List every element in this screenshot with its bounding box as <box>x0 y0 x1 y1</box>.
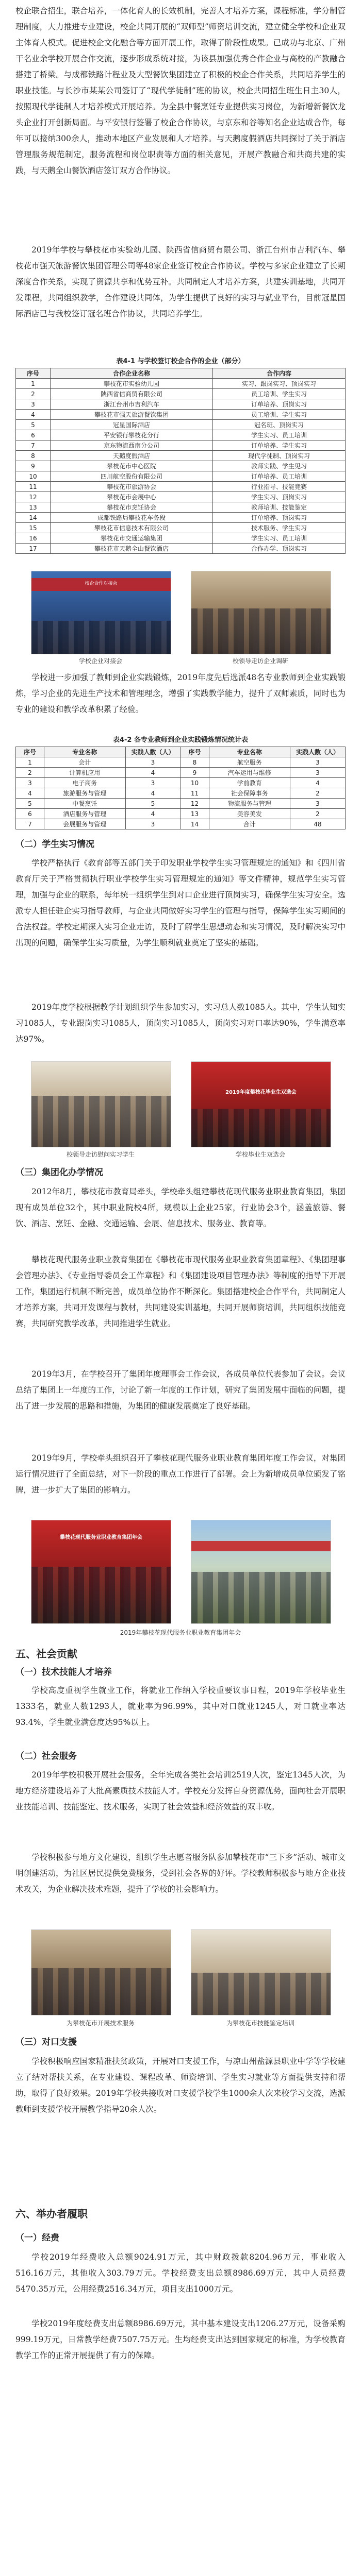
table-cell: 订单培养、学生实习 <box>213 440 346 451</box>
table-cell: 攀枝花市烹饪协会 <box>51 502 213 513</box>
section-heading: 五、社会贡献 <box>15 1648 77 1660</box>
paragraph-block <box>15 3 346 179</box>
table-row <box>16 399 346 410</box>
table-cell: 4 <box>125 768 180 778</box>
table-cell: 3 <box>125 819 180 829</box>
table-cell: 计算机应用 <box>44 768 126 778</box>
table-row <box>16 513 346 523</box>
table-cell: 航空服务 <box>209 757 290 768</box>
section-heading-block <box>15 837 346 852</box>
table-cell: 攀枝花市信息技术有限公司 <box>51 523 213 533</box>
table-cell: 攀枝花市强天旅游餐饮集团 <box>51 410 213 420</box>
photo-caption: 为攀枝花市技能鉴定培训 <box>226 2020 294 2027</box>
photo-group-photo <box>191 1520 331 1624</box>
table-cell: 17 <box>16 544 51 554</box>
table-cell: 2 <box>290 788 346 799</box>
table-cell: 学生实习、员工培训 <box>213 430 346 440</box>
table-cell: 9 <box>16 461 51 471</box>
photo-visit-interns <box>31 1061 171 1147</box>
table-cell: 10 <box>180 778 209 788</box>
table-cell: 8 <box>16 451 51 461</box>
table-cell: 行业指导、技能竞赛 <box>213 482 346 492</box>
photo-caption: 校领导走访慰问实习学生 <box>66 1151 135 1158</box>
table-cell: 4 <box>16 788 44 799</box>
table-row <box>16 544 346 554</box>
table-cell: 攀枝花市交通运输集团 <box>51 533 213 544</box>
paragraph-block <box>15 999 346 1047</box>
table-cell: 3 <box>16 778 44 788</box>
photo-caption: 为攀枝花市开展技术服务 <box>66 2020 135 2027</box>
paragraph-block <box>15 1366 346 1414</box>
table-cell: 13 <box>180 809 209 819</box>
table-cell: 旅游服务与管理 <box>44 788 126 799</box>
table-cell: 1 <box>16 379 51 389</box>
paragraph-block <box>15 670 346 718</box>
table-cell: 订单培养、顶岗实习 <box>213 513 346 523</box>
table-cell: 7 <box>16 440 51 451</box>
table-cell: 学生实习、员工培训 <box>213 533 346 544</box>
table-cell: 3 <box>125 778 180 788</box>
table-cooperation <box>15 355 346 554</box>
table-cell: 成都铁路局攀枝花车务段 <box>51 513 213 523</box>
table-row <box>16 523 346 533</box>
paragraph-block <box>15 2054 346 2117</box>
col-header: 实践人数（人） <box>125 747 180 757</box>
section-heading: （一）技术技能人才培养 <box>15 1667 112 1677</box>
table-cell: 技术服务、学生实习 <box>213 523 346 533</box>
table-cell: 2 <box>16 389 51 399</box>
table-cell: 攀枝花市旅游协会 <box>51 482 213 492</box>
table-cell: 社会保障事务 <box>209 788 290 799</box>
table-cell: 合计 <box>209 819 290 829</box>
table-row <box>16 492 346 502</box>
table-caption: 表4-2 各专业教师到企业实践锻炼情况统计表 <box>112 736 248 744</box>
col-header: 序号 <box>180 747 209 757</box>
table-row <box>16 430 346 440</box>
paragraph: 2019年学校与攀枝花市实验幼儿园、陕西省信商贸有限公司、浙江台州市吉利汽车、攀枝花市强天旅游餐饮集团管理公司等48家企业签订校企合作协议。学校与多家企业建立了长期深度合作关系，实现了资源共享和优势互补。共同制定人才培养方案，共建实训基地，共同开发课程，共同组织教学，合作建设共同体，为学生提供了良好的实习与就业平台，目前冠星国际酒店已与我校签订冠名班合作协议，共同培养学生。 <box>15 245 346 318</box>
table-cell: 汽车运用与维修 <box>209 768 290 778</box>
table-cell: 浙江台州市吉利汽车 <box>51 399 213 410</box>
table-cell: 12 <box>16 492 51 502</box>
table-header-row <box>16 747 346 757</box>
table-cell: 11 <box>180 788 209 799</box>
table-cell: 四川航空股份有限公司 <box>51 471 213 482</box>
table-cell: 14 <box>16 513 51 523</box>
table-cell: 2 <box>290 809 346 819</box>
table-cell: 实习、跟岗实习、顶岗实习 <box>213 379 346 389</box>
paragraph: 学校积极参与地方文化建设，组织学生志愿者服务队参加攀枝花市“三下乡”活动、城市文明创建活动，为社区居民提供免费服务，受到社会各界的好评。学校教师积极参与地方企业技术攻关，为企业解决技术难题，提升了学校的社会影响力。 <box>15 1853 346 1894</box>
table-cell: 4 <box>125 788 180 799</box>
photo-enterprise-visit <box>191 571 331 654</box>
col-header: 合作内容 <box>213 368 346 379</box>
photo-job-fair <box>191 1061 331 1147</box>
table-cell: 16 <box>16 533 51 544</box>
table-cell: 教师实践、学生见习 <box>213 461 346 471</box>
paragraph-block <box>15 2249 346 2297</box>
photo-banner-text: 校企合作对接会 <box>85 581 118 586</box>
table-cell: 合作办学、顶岗实习 <box>213 544 346 554</box>
section-heading-block <box>15 1665 346 1680</box>
paragraph: 学校高度重视学生就业工作，将就业工作纳入学校重要议事日程，2019年学校毕业生1333名，就业人数1293人，就业率为96.99%，其中对口就业1245人，对口就业率达93.4%，学生就业满意度达95%以上。 <box>15 1686 346 1727</box>
data-table <box>15 747 346 829</box>
photo-skill-training <box>191 1929 331 2015</box>
table-cell: 5 <box>125 799 180 809</box>
table-cell: 4 <box>290 778 346 788</box>
table-cell: 陕西省信商贸有限公司 <box>51 389 213 399</box>
table-cell: 会展服务与管理 <box>44 819 126 829</box>
paragraph-block <box>15 1184 346 1232</box>
photo-group-meeting <box>31 1520 171 1624</box>
table-header-row <box>16 368 346 379</box>
table-cell: 4 <box>125 809 180 819</box>
table-cell: 14 <box>180 819 209 829</box>
table-cell: 员工培训、学生实习 <box>213 389 346 399</box>
table-row <box>16 482 346 492</box>
paragraph: 2019年度学校根据教学计划组织学生参加实习，实习总人数1085人。其中，学生认知实习1085人，专业跟岗实习1085人，顶岗实习1085人，顶岗实习对口率达90%，学生满意率达97%。 <box>15 1003 346 1044</box>
table-cell: 教师培训、技能鉴定 <box>213 502 346 513</box>
table-cell: 订单培养、顶岗实习 <box>213 399 346 410</box>
table-row <box>16 778 346 788</box>
photo-caption: 2019年攀枝花现代服务业职业教育集团年会 <box>120 1629 241 1636</box>
table-cell: 现代学徒制、顶岗实习 <box>213 451 346 461</box>
col-header: 合作企业名称 <box>51 368 213 379</box>
table-cell: 5 <box>16 799 44 809</box>
paragraph: 学校进一步加强了教师到企业实践锻炼，2019年度先后选派48名专业教师到企业实践锻炼，学习企业的先进生产技术和管理理念，增强了实践教学能力，提升了双师素质，同时也为专业的建设和教学改革积累了经验。 <box>15 673 346 714</box>
table-row <box>16 533 346 544</box>
table-cell: 中餐烹饪 <box>44 799 126 809</box>
paragraph: 校企联合招生，联合培养，一体化育人的长效机制，完善人才培养方案，课程标准，学分制管理制度，大力推进专业建设，校企共同开展的“双师型”师资培训交流，建立健全学校和企业双主体育人模式。促进校企文化融合等方面开展工作，取得了阶段性成果。已成功与北京、广州干名业余学校开展合作交流，逐步形成系统对接，为该县加强优秀合作企业与高校的产教融合搭建了桥梁。与成都铁路计程业及大型餐饮集团建立了积极的校企合作关系，共同培养学生的职业技能。与长沙市某某公司签订了“现代学徒制”班的协议，校企共同招生班生日主30人，按照现代学徒制人才培养模式开展培养。为全县中餐烹饪专业提供实习岗位，为新增新餐饮龙头企业打开创新局面。与平安银行签署了校企合作协议，与京东和谷等知名企业达成合作，每年可以接纳300余人，推动本地区产业发展和人才培养。与天鹅度假酒店共同探讨了关于酒店管理服务规范制定，服务流程和岗位职责等方面的相关意见，开展产教融合和共商共建的实践，与天鹅全山餐饮酒店签订双方合作协议。 <box>15 6 346 175</box>
table-row <box>16 451 346 461</box>
paragraph: 攀枝花现代服务业职业教育集团在《攀枝花市现代服务业职业教育集团章程》、《集团理事会管理办法》、《专业指导委员会工作章程》和《集团建设项目管理办法》等制度的指导下开展工作，集团运行机制不断完善，成员单位协作不断深化。集团搭建校企合作平台，共同制定人才培养方案，共同开发课程与教材，共同建设实训基地，共同开展师资培训，共同组织技能竞赛，共同研究教学改革，共同推进学生就业。 <box>15 1255 346 1328</box>
table-row <box>16 819 346 829</box>
table-cell: 11 <box>16 482 51 492</box>
table-cell: 48 <box>290 819 346 829</box>
table-cell: 3 <box>290 757 346 768</box>
table-cell: 5 <box>16 420 51 430</box>
table-row <box>16 440 346 451</box>
col-header: 实践人数（人） <box>290 747 346 757</box>
photo-caption: 学校企业对接会 <box>78 657 122 665</box>
paragraph: 2019年3月，在学校召开了集团年度理事会工作会议，各成员单位代表参加了会议。会议总结了集团上一年度的工作，讨论了新一年度的工作计划，研究了集团发展中面临的问题，提出了进一步发展的思路和措施，为集团的健康发展奠定了良好基础。 <box>15 1369 346 1411</box>
photo-enterprise-meeting <box>31 571 171 654</box>
section-heading: （二）学生实习情况 <box>15 839 94 850</box>
paragraph: 学校2019年度经费支出总额8986.69万元，其中基本建设支出1206.27万元，设备采购999.19万元，日常教学经费7507.75万元。生均经费支出达到国家规定的标准，为学校教育教学工作的正常开展提供了有力的保障。 <box>15 2319 346 2360</box>
col-header: 序号 <box>16 747 44 757</box>
table-cell: 物流服务与管理 <box>209 799 290 809</box>
table-cell: 会计 <box>44 757 126 768</box>
paragraph-block <box>15 242 346 322</box>
col-header: 专业名称 <box>209 747 290 757</box>
table-cell: 电子商务 <box>44 778 126 788</box>
table-cell: 1 <box>16 757 44 768</box>
paragraph-block <box>15 1252 346 1332</box>
table-cell: 15 <box>16 523 51 533</box>
table-cell: 攀枝花市中心医院 <box>51 461 213 471</box>
table-cell: 13 <box>16 502 51 513</box>
table-cell: 10 <box>16 471 51 482</box>
paragraph-block <box>15 1683 346 1731</box>
table-cell: 京东物流西南分公司 <box>51 440 213 451</box>
section-heading-block <box>15 2231 346 2245</box>
paragraph: 学校2019年经费收入总额9024.91万元，其中财政拨款8204.96万元，事业收入516.16万元，其他收入303.79万元。学校经费支出总额8986.69万元，其中人员经费5470.35万元，公用经费2516.34万元，项目支出1000万元。 <box>15 2252 346 2294</box>
table-cell: 7 <box>16 819 44 829</box>
col-header: 序号 <box>16 368 51 379</box>
table-cell: 攀枝花市会展中心 <box>51 492 213 502</box>
paragraph-block <box>15 2316 346 2364</box>
table-row <box>16 379 346 389</box>
section-heading: 六、举办者履职 <box>15 2208 88 2220</box>
table-row <box>16 799 346 809</box>
paragraph: 2019年学校积极开展社会服务，全年完成各类社会培训2519人次，鉴定1345人次，为地方经济建设培养了大批高素质技术技能人才。学校充分发挥自身资源优势，面向社会开展职业技能培训、技能鉴定、技术服务，实现了社会效益和经济效益的双丰收。 <box>15 1770 346 1811</box>
section-heading-block <box>15 2206 346 2222</box>
photo-caption: 学校毕业生双选会 <box>235 1151 285 1158</box>
section-heading-block <box>15 1749 346 1764</box>
table-cell: 平安银行攀枝花分行 <box>51 430 213 440</box>
section-heading: （三）集团化办学情况 <box>15 1167 103 1178</box>
section-heading: （二）社会服务 <box>15 1751 77 1761</box>
section-heading-block <box>15 1646 346 1662</box>
paragraph: 学校积极响应国家精准扶贫政策，开展对口支援工作，与凉山州盐源县职业中学等学校建立了结对帮扶关系，在专业建设、课程改革、师资培训、学生实习就业等方面提供支持和帮助，取得了良好效果。2019年学校共接收对口支援学校学生1000余人次来校学习交流，选派教师到支援学校开展教学指导20余人次。 <box>15 2057 346 2114</box>
photo-banner-text: 2019年度攀枝花毕业生双选会 <box>225 1089 297 1095</box>
table-cell: 酒店服务与管理 <box>44 809 126 819</box>
table-row <box>16 757 346 768</box>
table-cell: 攀枝花市天鹅全山餐饮酒店 <box>51 544 213 554</box>
paragraph: 2012年8月，攀枝花市教育局牵头，学校牵头组建攀枝花现代服务业职业教育集团，集团现有成员单位32个，其中职业院校4所，规模以上企业25家，行业协会3个，涵盖旅游、餐饮、酒店、烹饪、金融、交通运输、会展、信息技术、服务业、教育等。 <box>15 1187 346 1228</box>
table-teacher-practice <box>15 734 346 829</box>
table-cell: 冠名班、顶岗实习 <box>213 420 346 430</box>
section-heading-block <box>15 2035 346 2049</box>
section-heading: （三）对口支援 <box>15 2037 77 2047</box>
table-cell: 3 <box>16 399 51 410</box>
table-cell: 3 <box>290 768 346 778</box>
photo-technical-service <box>31 1929 171 2015</box>
table-row <box>16 471 346 482</box>
paragraph-block <box>15 1767 346 1815</box>
photo-caption: 校领导走访企业调研 <box>232 657 288 665</box>
paragraph: 2019年9月，学校牵头组织召开了攀枝花现代服务业职业教育集团年度工作会议，对集团运行情况进行了全面总结，对下一阶段的重点工作进行了部署。会上为新增成员单位颁发了铭牌，进一步扩大了集团的影响力。 <box>15 1453 346 1495</box>
table-row <box>16 461 346 471</box>
table-cell: 6 <box>16 809 44 819</box>
table-cell: 订单培养、员工培训 <box>213 471 346 482</box>
table-row <box>16 420 346 430</box>
paragraph-block <box>15 1850 346 1897</box>
data-table <box>15 368 346 554</box>
table-cell: 4 <box>16 410 51 420</box>
table-caption: 表4-1 与学校签订校企合作的企业（部分） <box>116 358 245 365</box>
table-cell: 员工培训、学生实习 <box>213 410 346 420</box>
table-cell: 8 <box>180 757 209 768</box>
table-cell: 12 <box>180 799 209 809</box>
table-cell: 冠星国际酒店 <box>51 420 213 430</box>
photo-banner-text: 攀枝花现代服务业职业教育集团年会 <box>60 1535 142 1540</box>
section-heading: （一）经费 <box>15 2233 59 2243</box>
table-cell: 3 <box>290 799 346 809</box>
paragraph-block <box>15 855 346 951</box>
table-cell: 学前教育 <box>209 778 290 788</box>
table-cell: 天鹅度假酒店 <box>51 451 213 461</box>
paragraph-block <box>15 1450 346 1498</box>
table-row <box>16 502 346 513</box>
table-cell: 美容美发 <box>209 809 290 819</box>
table-row <box>16 809 346 819</box>
section-heading-block <box>15 1165 346 1180</box>
table-cell: 9 <box>180 768 209 778</box>
table-row <box>16 788 346 799</box>
col-header: 专业名称 <box>44 747 126 757</box>
paragraph: 学校严格执行《教育部等五部门关于印发职业学校学生实习管理规定的通知》和《四川省教育厅关于严格贯彻执行职业学校学生实习管理规定的通知》等文件精神，规范学生实习管理，加强与企业的联系，每年统一组织学生到对口企业进行顶岗实习，确保学生实习安全。选派专人担任驻企实习指导教师，与企业共同做好实习学生的管理与指导，保障学生实习期间的合法权益。学校定期深入实习企业走访，及时了解学生思想动态和实习情况，及时解决实习中出现的问题，确保学生实习质量，为学生顺利就业奠定了坚实的基础。 <box>15 858 346 947</box>
table-cell: 学生实习、顶岗实习 <box>213 492 346 502</box>
table-cell: 6 <box>16 430 51 440</box>
table-row <box>16 389 346 399</box>
table-row <box>16 768 346 778</box>
table-row <box>16 410 346 420</box>
table-cell: 攀枝花市实验幼儿园 <box>51 379 213 389</box>
table-cell: 2 <box>16 768 44 778</box>
table-cell: 3 <box>125 757 180 768</box>
